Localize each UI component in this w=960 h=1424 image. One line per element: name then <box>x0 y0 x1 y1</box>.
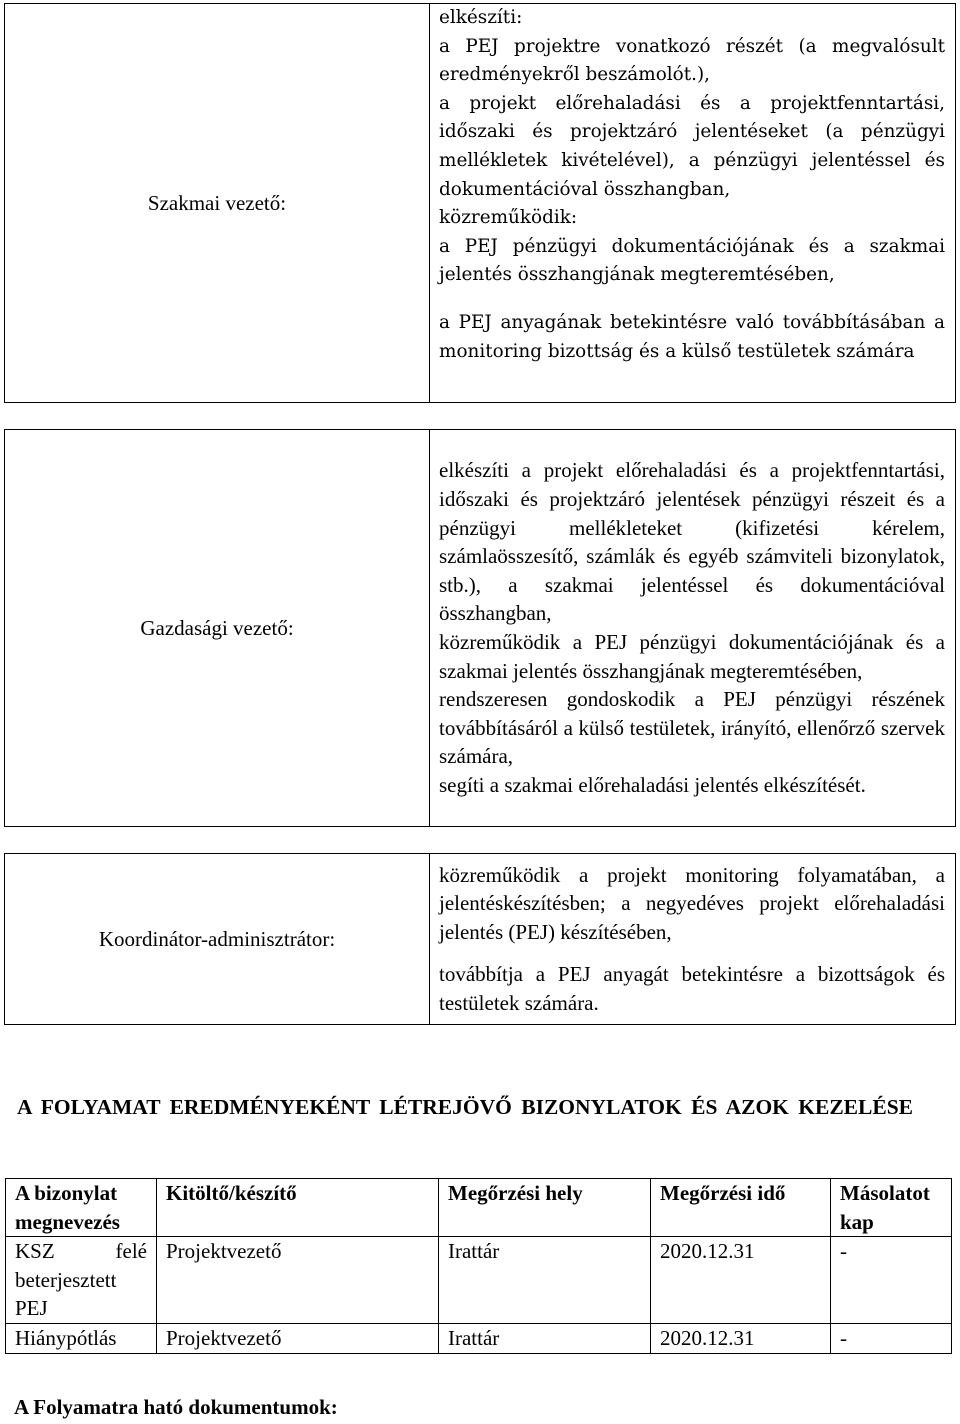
footer-heading: A Folyamatra ható dokumentumok: <box>14 1395 338 1419</box>
table-cell: Hiánypótlás <box>6 1323 157 1353</box>
table-cell: Projektvezető <box>157 1237 439 1324</box>
documents-table <box>5 1178 952 1354</box>
column-header: Megőrzési hely <box>439 1179 651 1237</box>
column-header: Kitöltő/készítő <box>157 1179 439 1237</box>
duty-line: elkészíti: <box>439 7 523 28</box>
column-header: A bizonylat megnevezés <box>6 1179 157 1237</box>
role-label: Koordinátor-adminisztrátor: <box>5 854 430 1025</box>
role-row-szakmai <box>5 4 956 403</box>
role-description <box>430 4 956 403</box>
duty-line: a projekt előrehaladási és a projektfenntartási, időszaki és projektzáró jelentéseket (a pénzügyi mellékletek kivételével), a pénzügyi jelentéssel és dokumentációval összhangban, <box>439 92 945 200</box>
table-row <box>6 1237 952 1324</box>
table-cell: Irattár <box>439 1237 651 1324</box>
duty-line: a PEJ anyagának betekintésre való továbbításában a monitoring bizottság és a külső testületek számára <box>439 311 945 362</box>
table-cell: 2020.12.31 <box>651 1237 831 1324</box>
role-row-gazdasagi <box>5 430 956 827</box>
table-cell: 2020.12.31 <box>651 1323 831 1353</box>
role-description <box>430 430 956 827</box>
duty-line: elkészíti a projekt előrehaladási és a projektfenntartási, időszaki és projektzáró jelentések pénzügyi részeit és a pénzügyi mellékleteket (kifizetési kérelem, számlaösszesítő, számlák és egyéb számviteli bizonylatok, stb.), a szakmai jelentéssel és dokumentációval összhangban, <box>439 458 945 626</box>
section-heading: A FOLYAMAT EREDMÉNYEKÉNT LÉTREJÖVŐ BIZONYLATOK ÉS AZOK KEZELÉSE <box>17 1095 913 1119</box>
role-row-koordinator <box>5 854 956 1025</box>
role-label: Gazdasági vezető: <box>5 430 430 827</box>
column-header: Másolatot kap <box>831 1179 952 1237</box>
table-row <box>6 1323 952 1353</box>
table-cell: Irattár <box>439 1323 651 1353</box>
duty-line: rendszeresen gondoskodik a PEJ pénzügyi részének továbbításáról a külső testületek, irányító, ellenőrző szervek számára, <box>439 687 945 769</box>
duty-line: közreműködik: <box>439 207 578 229</box>
table-cell: Projektvezető <box>157 1323 439 1353</box>
responsibilities-table <box>4 3 956 1025</box>
duty-line: segíti a szakmai előrehaladási jelentés elkészítését. <box>439 772 866 797</box>
table-cell: - <box>831 1323 952 1353</box>
table-cell: - <box>831 1237 952 1324</box>
duty-line: a PEJ pénzügyi dokumentációjának és a szakmai jelentés összhangjának megteremtésében, <box>439 235 945 286</box>
table-cell: KSZ felé beterjesztett PEJ <box>6 1237 157 1324</box>
column-header: Megőrzési idő <box>651 1179 831 1237</box>
role-description <box>430 854 956 1025</box>
duty-line: közreműködik a projekt monitoring folyamatában, a jelentéskészítésben; a negyedéves projekt előrehaladási jelentés (PEJ) készítésében, <box>439 862 945 944</box>
duty-line: továbbítja a PEJ anyagát betekintésre a bizottságok és testületek számára. <box>439 962 945 1015</box>
duty-line: a PEJ projektre vonatkozó részét (a megvalósult eredményekről beszámolót.), <box>439 35 945 86</box>
duty-line: közreműködik a PEJ pénzügyi dokumentációjának és a szakmai jelentés összhangjának megteremtésében, <box>439 630 945 683</box>
role-label: Szakmai vezető: <box>5 4 430 403</box>
table-header-row <box>6 1179 952 1237</box>
